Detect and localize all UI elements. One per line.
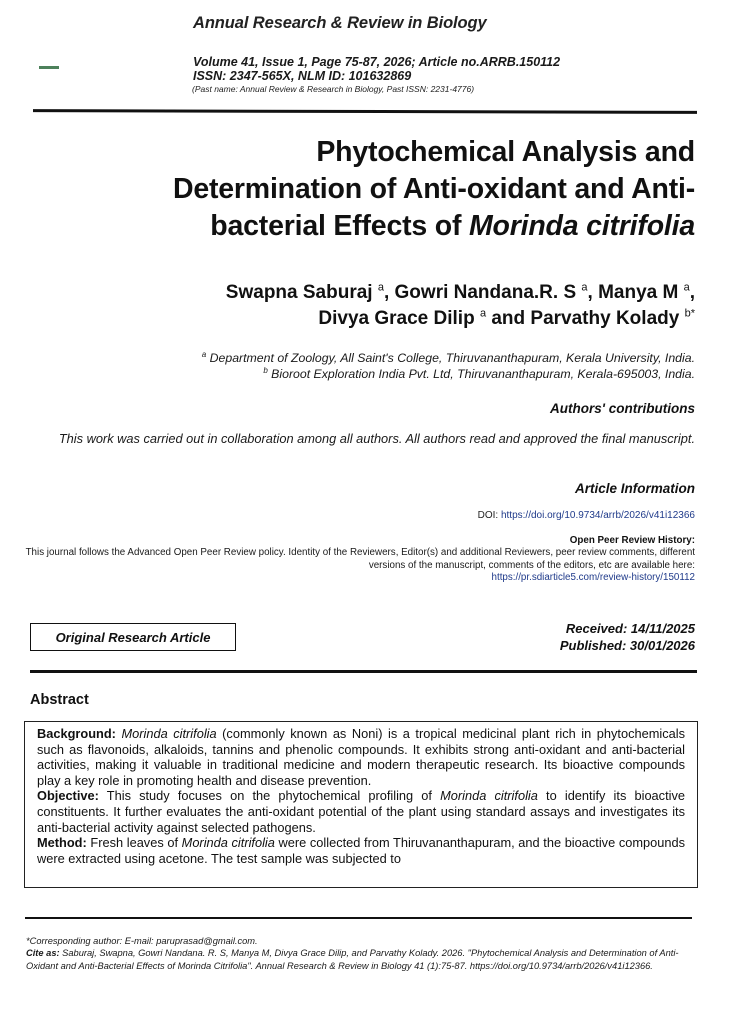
species-name: Morinda citrifolia xyxy=(440,788,538,804)
title-line-2: Determination of Anti-oxidant and Anti- xyxy=(172,173,695,205)
published-date: Published: 30/01/2026 xyxy=(559,638,695,653)
author-separator: , xyxy=(689,282,695,303)
author-affiliation-marker: a xyxy=(581,281,588,294)
affiliation-text: Department of Zoology, All Saint's College, Thiruvananthapuram, Kerala University, India. xyxy=(206,351,695,365)
affiliation-marker: b xyxy=(263,365,268,375)
article-title xyxy=(15,134,695,245)
affiliation-text: Bioroot Exploration India Pvt. Ltd, Thiruvananthapuram, Kerala-695003, India. xyxy=(267,367,695,381)
abstract-box xyxy=(24,721,698,888)
past-name-line: (Past name: Annual Review & Research in Biology, Past ISSN: 2231-4776) xyxy=(192,84,475,94)
method-text: Fresh leaves of xyxy=(86,835,182,851)
author-name: Divya Grace Dilip xyxy=(318,308,480,329)
doi-label: DOI: xyxy=(477,510,501,521)
journal-title: Annual Research & Review in Biology xyxy=(193,14,487,32)
peer-review-description: This journal follows the Advanced Open Peer Review policy. Identity of the Reviewers, Editor(s) and additional Reviewers, peer review comments, different versions of the manuscript, comments of the editors, etc are available here: xyxy=(25,547,695,571)
peer-review-link[interactable]: https://pr.sdiarticle5.com/review-history/150112 xyxy=(491,572,695,583)
article-info-heading: Article Information xyxy=(574,481,695,496)
background-text: (commonly known as Noni) is a tropical medicinal plant rich in phytochemicals such as flavonoids, alkaloids, tannins and phenolic compounds. It exhibits strong anti-oxidant and anti-bacterial activities, making it valuable in traditional medicine and modern therapeutic research. Its bioactive compounds play a key role in promoting health and disease prevention. xyxy=(37,726,685,788)
cite-label: Cite as: xyxy=(26,948,60,958)
objective-text: This study focuses on the phytochemical profiling of xyxy=(98,788,441,804)
method-label: Method: xyxy=(37,835,87,851)
section-divider xyxy=(30,670,697,673)
objective-text: to identify its bioactive constituents. It further evaluates the anti-oxidant potential of the plant using standard assays and investigates its anti-bacterial activity against selected pathogens. xyxy=(37,788,685,835)
author-name: and Parvathy Kolady xyxy=(486,308,685,329)
species-name: Morinda citrifolia xyxy=(181,835,275,851)
citation xyxy=(26,947,706,972)
author-name: Swapna Saburaj xyxy=(225,282,378,303)
background-label: Background: xyxy=(37,726,116,741)
author-affiliation-marker: a xyxy=(683,281,690,294)
author-affiliation-marker: a xyxy=(377,281,384,294)
footnote-divider xyxy=(25,917,692,919)
received-date: Received: 14/11/2025 xyxy=(565,621,695,636)
volume-issue-line: Volume 41, Issue 1, Page 75-87, 2026; Article no.ARRB.150112 xyxy=(193,55,561,69)
corresponding-author: *Corresponding author: E-mail: paruprasad@gmail.com. xyxy=(26,936,258,946)
title-species: Morinda citrifolia xyxy=(468,210,695,242)
article-dates xyxy=(560,620,695,654)
affiliation-marker: a xyxy=(201,349,207,359)
peer-review-text xyxy=(0,547,695,585)
header-divider xyxy=(33,109,697,113)
species-name: Morinda citrifolia xyxy=(121,726,217,741)
objective-label: Objective: xyxy=(37,788,99,804)
peer-review-heading: Open Peer Review History: xyxy=(569,535,695,546)
abstract-background xyxy=(37,726,685,788)
contributions-text: This work was carried out in collaboration among all authors. All authors read and approved the final manuscript. xyxy=(58,431,695,446)
author-affiliation-marker: a xyxy=(479,307,487,320)
method-text: were collected from Thiruvananthapuram, and the bioactive compounds were extracted using acetone. The test sample was subjected to xyxy=(37,835,685,866)
article-type-badge: Original Research Article xyxy=(30,623,236,651)
issn-line: ISSN: 2347-565X, NLM ID: 101632869 xyxy=(193,69,412,83)
title-line-1: Phytochemical Analysis and xyxy=(316,136,695,168)
abstract-heading: Abstract xyxy=(30,692,89,708)
title-line-3-prefix: bacterial Effects of xyxy=(210,210,469,242)
author-list xyxy=(15,280,695,332)
cite-text: Saburaj, Swapna, Gowri Nandana. R. S, Manya M, Divya Grace Dilip, and Parvathy Kolady. 2026. "Phytochemical Analysis and Determination of Anti-Oxidant and Anti-Bacterial Effects of Morinda Citrifolia". Annual Research & Review in Biology 41 (1):75-87. https://doi.org/10.9734/arrb/2026/v41i12366. xyxy=(26,948,679,971)
abstract-objective xyxy=(37,788,685,835)
contributions-heading: Authors' contributions xyxy=(550,401,695,416)
abstract-method xyxy=(37,835,685,866)
author-affiliation-marker: b* xyxy=(684,307,695,320)
doi-line xyxy=(478,510,695,521)
journal-logo-mark xyxy=(39,66,59,69)
affiliations xyxy=(0,350,695,382)
author-name: , Gowri Nandana.R. S xyxy=(383,282,582,303)
author-name: , Manya M xyxy=(587,282,684,303)
doi-link[interactable]: https://doi.org/10.9734/arrb/2026/v41i12366 xyxy=(500,510,695,521)
